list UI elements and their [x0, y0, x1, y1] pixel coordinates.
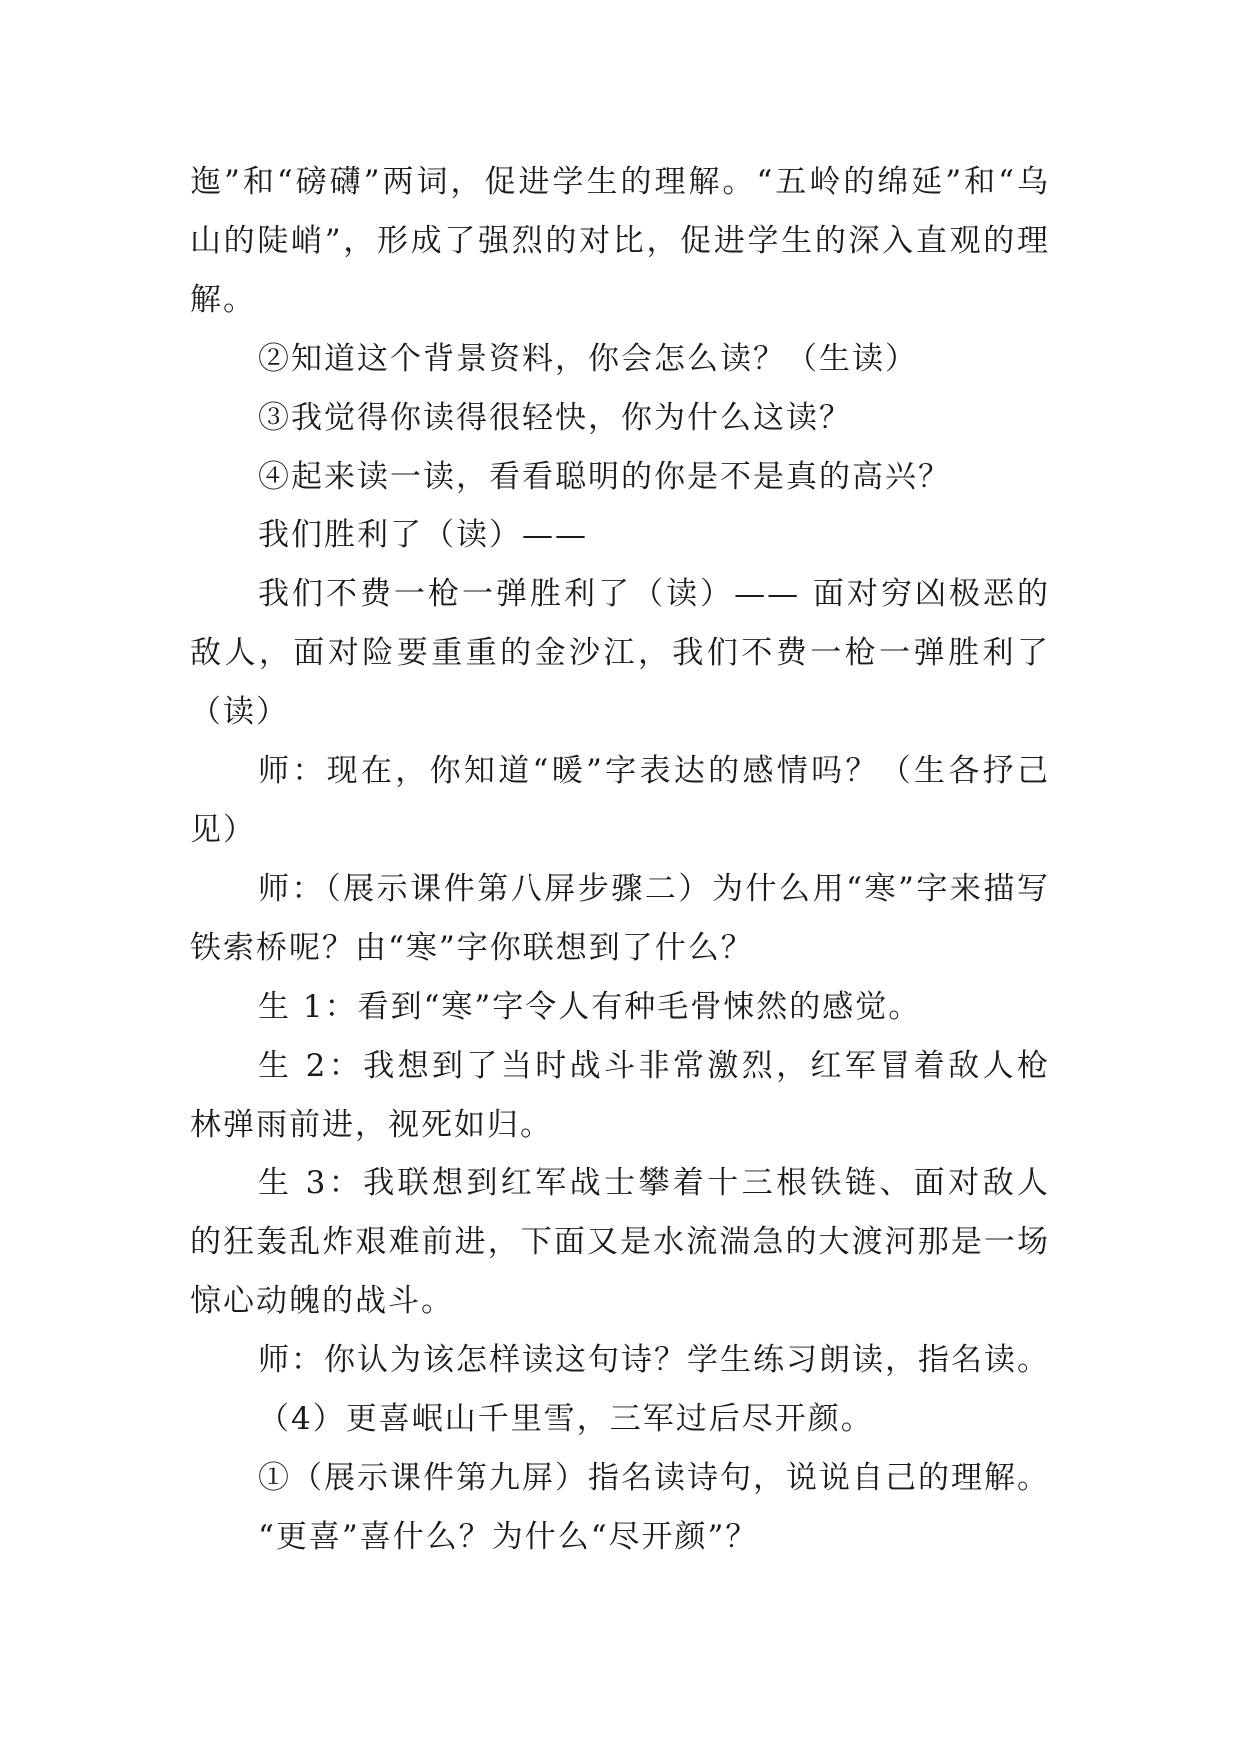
body-text: [190, 153, 1050, 1567]
paragraph: ③我觉得你读得很轻快，你为什么这读？: [258, 399, 852, 436]
paragraph: ②知道这个背景资料，你会怎么读？（生读）: [258, 340, 918, 377]
paragraph: 生 3：我联想到红军战士攀着十三根铁链、面对敌人的狂轰乱炸艰难前进，下面又是水流湍急的大渡河那是一场惊心动魄的战斗。: [190, 1165, 1050, 1320]
paragraph: 我们胜利了（读）——: [258, 517, 588, 554]
paragraph: 生 1：看到“寒”字令人有种毛骨悚然的感觉。: [258, 988, 922, 1025]
paragraph: “更喜”喜什么？为什么“尽开颜”？: [258, 1518, 759, 1555]
paragraph: （4）更喜岷山千里雪，三军过后尽开颜。: [258, 1401, 874, 1438]
paragraph: 迤”和“磅礴”两词，促进学生的理解。“五岭的绵延”和“乌山的陡峭”，形成了强烈的对比，促进学生的深入直观的理解。: [190, 164, 1050, 318]
paragraph: 师：现在，你知道“暖”字表达的感情吗？（生各抒己见）: [190, 753, 1050, 848]
paragraph: 师：你认为该怎样读这句诗？学生练习朗读，指名读。: [258, 1342, 1050, 1379]
paragraph: ①（展示课件第九屏）指名读诗句，说说自己的理解。: [258, 1459, 1050, 1496]
paragraph: ④起来读一读，看看聪明的你是不是真的高兴？: [258, 458, 951, 495]
paragraph: 我们不费一枪一弹胜利了（读）—— 面对穷凶极恶的敌人，面对险要重重的金沙江，我们不费一枪一弹胜利了（读）: [190, 576, 1050, 731]
paragraph: 生 2：我想到了当时战斗非常激烈，红军冒着敌人枪林弹雨前进，视死如归。: [190, 1047, 1050, 1143]
paragraph: 师：（展示课件第八屏步骤二）为什么用“寒”字来描写铁索桥呢？由“寒”字你联想到了什么？: [190, 870, 1050, 966]
